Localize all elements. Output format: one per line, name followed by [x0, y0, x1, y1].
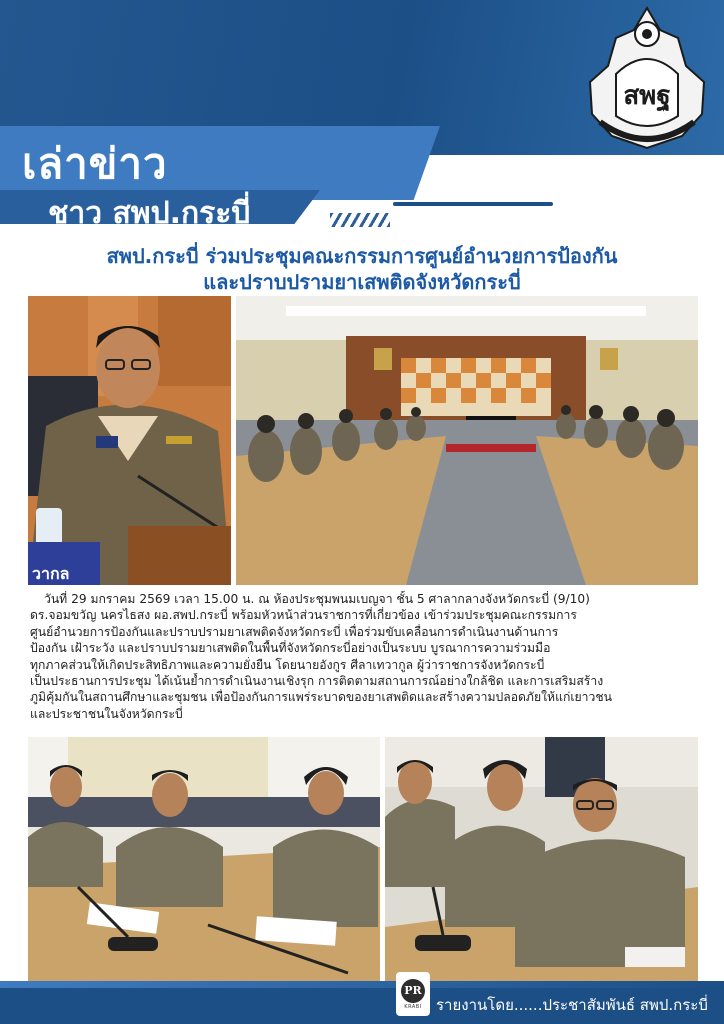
headline-line-1: สพป.กระบี่ ร่วมประชุมคณะกรรมการศูนย์อำนวยการป้องกัน	[106, 244, 618, 268]
news-headline	[40, 243, 684, 295]
decorative-line	[393, 202, 553, 206]
body-line-1: วันที่ 29 มกราคม 2569 เวลา 15.00 น. ณ ห้องประชุมพนมเบญจา ชั้น 5 ศาลากลางจังหวัดกระบี่ (9/10)	[44, 592, 590, 606]
photo-director-portrait	[28, 296, 231, 585]
nameplate-text: วากล	[32, 564, 70, 583]
body-line-6: เป็นประธานการประชุม ได้เน้นย้ำการดำเนินงานเชิงรุก การติดตามสถานการณ์อย่างใกล้ชิด และการเสริมสร้าง	[30, 674, 604, 689]
pr-krabi-badge-icon	[396, 972, 430, 1016]
body-line-3: ศูนย์อำนวยการป้องกันและปราบปรามยาเสพติดจังหวัดกระบี่ เพื่อร่วมขับเคลื่อนการดำเนินงานด้านการ	[30, 624, 559, 639]
pr-letters: PR	[401, 979, 425, 1003]
pr-sub-label: KRABI	[404, 1003, 422, 1010]
svg-text:สพฐ: สพฐ	[623, 81, 671, 111]
body-line-5: ทุกภาคส่วนให้เกิดประสิทธิภาพและความยั่งยืน โดยนายอังกูร ศีลาเทวากูล ผู้ว่าราชการจังหวัดกระบี่	[30, 657, 545, 672]
body-line-2: ดร.จอมขวัญ นครไธสง ผอ.สพป.กระบี่ พร้อมหัวหน้าส่วนราชการที่เกี่ยวข้อง เข้าร่วมประชุมคณะกรรมการ	[30, 608, 577, 623]
footer-report-credit: รายงานโดย......ประชาสัมพันธ์ สพป.กระบี่	[436, 996, 708, 1014]
news-body	[30, 591, 702, 722]
photo-meeting-room	[236, 296, 698, 585]
page-subtitle: ชาว สพป.กระบี่	[48, 196, 251, 231]
body-line-4: ป้องกัน เฝ้าระวัง และปราบปรามยาเสพติดในพื้นที่จังหวัดกระบี่อย่างเป็นระบบ บูรณาการความร่วมมือ	[30, 641, 551, 656]
photo-officials-seated	[28, 737, 380, 981]
body-line-8: และประชาชนในจังหวัดกระบี่	[30, 706, 183, 721]
decorative-stripes	[330, 213, 390, 227]
headline-line-2: และปราบปรามยาเสพติดจังหวัดกระบี่	[203, 270, 521, 294]
body-line-7: ภูมิคุ้มกันในสถานศึกษาและชุมชน เพื่อป้องกันการแพร่ระบาดของยาเสพติดและสร้างความปลอดภัยให้แก่เยาวชน	[30, 690, 612, 705]
obec-seal-logo-icon	[586, 4, 708, 152]
photo-officials-side	[385, 737, 698, 981]
page-title: เล่าข่าว	[22, 139, 168, 188]
